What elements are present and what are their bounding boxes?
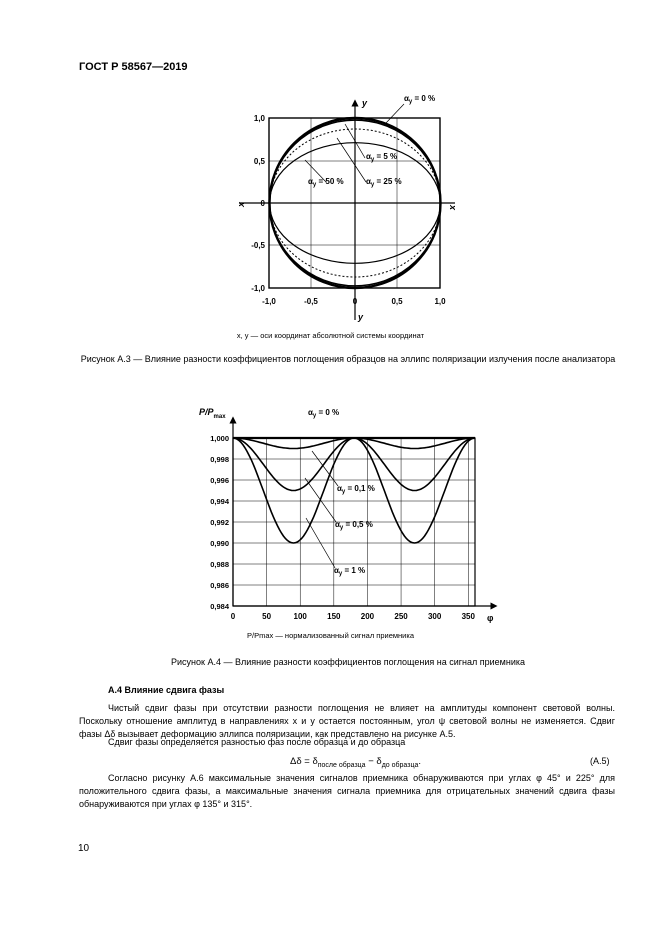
fig3-xtick: -0,5 xyxy=(304,297,318,306)
section-title: А.4 Влияние сдвига фазы xyxy=(108,685,225,695)
document-header: ГОСТ Р 58567—2019 xyxy=(79,61,188,73)
fig4-label-0: $\alpha_y = 0$ % xyxy=(308,408,340,419)
fig3-ytick: -1,0 xyxy=(251,284,265,293)
paragraph-3: Согласно рисунку А.6 максимальные значения сигналов приемника обнаруживаются при углах φ 45° и 225° для положительного сдвига фазы, а максимальные значения сигнала приемника для отрицательных значений сдвига фазы обнаруживаются при углах φ 135° и 315°. xyxy=(79,773,615,809)
fig4-xtick: 350 xyxy=(461,612,475,621)
fig3-label-0: $\alpha_y = 0$ % xyxy=(404,94,436,105)
fig3-left-x: x xyxy=(236,201,246,207)
fig4-ytick: 0,998 xyxy=(210,455,229,464)
fig4-ytick: 0,984 xyxy=(210,602,229,611)
fig4-ytick: 0,992 xyxy=(210,518,229,527)
fig4-label-01: $\alpha_y = 0,1$ % xyxy=(337,484,375,495)
fig3-bottom-y: y xyxy=(358,312,364,322)
formula-number: (А.5) xyxy=(590,756,610,766)
fig4-label-05: $\alpha_y = 0,5$ % xyxy=(335,520,373,531)
fig3-label-25: $\alpha_y = 25$ % xyxy=(366,177,402,188)
fig3-label-5: $\alpha_y = 5$ % xyxy=(366,152,398,163)
fig4-leader xyxy=(305,478,336,522)
fig4-xtick: 50 xyxy=(262,612,272,621)
fig4-ytick: 0,990 xyxy=(210,539,229,548)
fig3-xtick: 1,0 xyxy=(434,297,446,306)
fig4-curve xyxy=(233,438,475,491)
paragraph-1: Чистый сдвиг фазы при отсутствии разности поглощения не влияет на амплитуды компонент световой волны. Поскольку отношение амплитуд в направлениях x и y остается постоянным, угол ψ световой волны не изменяется. Сдвиг фазы Δδ вызывает деформацию эллипса поляризации, как представлено на рисунке А.5. xyxy=(79,703,615,739)
fig3-label-50: $\alpha_y = 50$ % xyxy=(308,177,344,188)
fig3-ytick: 1,0 xyxy=(253,114,265,123)
fig4-ytick: 0,986 xyxy=(210,581,229,590)
fig4-ytick: 0,988 xyxy=(210,560,229,569)
fig4-xtick: 100 xyxy=(293,612,307,621)
fig4-y-title: $P/P_{max}$ xyxy=(199,407,226,420)
fig4-ytick: 0,996 xyxy=(210,476,229,485)
figure4-caption: Рисунок А.4 — Влияние разности коэффициентов поглощения на сигнал приемника xyxy=(171,657,525,667)
figure-a3 xyxy=(236,94,458,322)
figure3-note: x, y — оси координат абсолютной системы координат xyxy=(236,331,425,340)
paragraph-2: Сдвиг фазы определяется разностью фаз после образца и до образца xyxy=(108,737,406,747)
fig3-leader xyxy=(386,104,404,123)
fig3-xtick: 0 xyxy=(352,297,358,306)
fig4-xtick: 250 xyxy=(394,612,408,621)
fig3-xtick: -1,0 xyxy=(262,297,276,306)
figure4-note: P/Pmax — нормализованный сигнал приемника xyxy=(247,631,414,640)
fig3-right-x: x xyxy=(448,205,458,211)
page-number: 10 xyxy=(78,843,90,854)
fig4-xtick: 300 xyxy=(427,612,442,621)
fig3-y-name: y xyxy=(362,98,368,108)
formula-a5: $\Delta\delta = \delta_{после образца} - \delta_{до образца}$. xyxy=(290,756,421,769)
fig4-x-title: φ xyxy=(487,613,494,623)
figure-a4 xyxy=(199,407,494,623)
fig3-leader xyxy=(337,138,366,182)
fig4-xtick: 200 xyxy=(360,612,375,621)
fig4-curve xyxy=(233,438,475,449)
fig4-ytick: 1,000 xyxy=(210,434,229,443)
fig3-xtick: 0,5 xyxy=(391,297,403,306)
fig3-ytick: -0,5 xyxy=(251,241,265,250)
fig4-xtick: 0 xyxy=(230,612,236,621)
fig3-ytick: 0 xyxy=(260,199,265,208)
fig3-ytick: 0,5 xyxy=(253,157,265,166)
fig4-leader xyxy=(312,451,338,486)
fig4-ytick: 0,994 xyxy=(210,497,229,506)
figure3-caption: Рисунок А.3 — Влияние разности коэффициентов поглощения образцов на эллипс поляризации излучения после анализатора xyxy=(80,354,616,364)
fig4-xtick: 150 xyxy=(327,612,341,621)
fig4-label-1: $\alpha_y = 1$ % xyxy=(334,566,366,577)
